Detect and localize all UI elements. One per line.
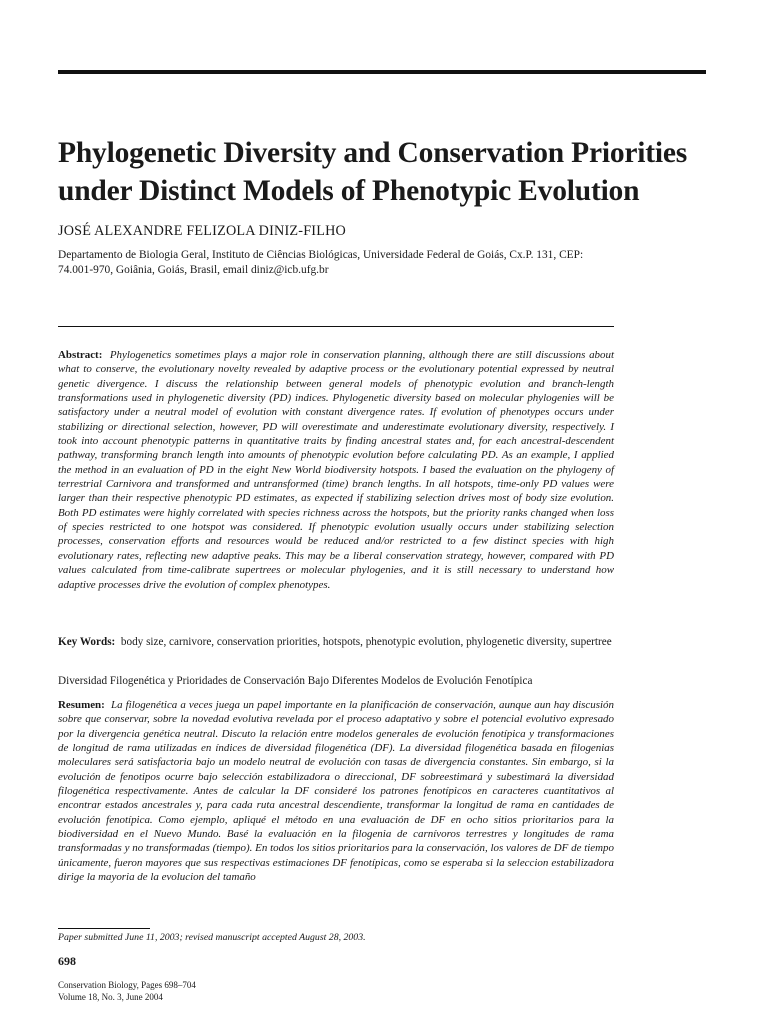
abstract-label: Abstract: xyxy=(58,349,103,361)
journal-pages: Conservation Biology, Pages 698–704 xyxy=(58,980,196,990)
page-number: 698 xyxy=(58,954,76,968)
resumen xyxy=(58,698,614,884)
resumen-label: Resumen: xyxy=(58,699,105,711)
abstract xyxy=(58,348,614,592)
keywords xyxy=(58,635,614,650)
author-affiliation: Departamento de Biologia Geral, Instituto de Ciências Biológicas, Universidade Federal de Goiás, Cx.P. 131, CEP: 74.001-970, Goiânia, Goiás, Brasil, email diniz@icb.ufg.br xyxy=(58,249,584,277)
keywords-label: Key Words: xyxy=(58,636,116,648)
top-rule xyxy=(58,70,706,74)
submission-note: Paper submitted June 11, 2003; revised manuscript accepted August 28, 2003. xyxy=(58,932,366,943)
resumen-text: La filogenética a veces juega un papel importante en la planificación de conservación, aunque aun hay discusión sobre que conservar, sobre la novedad evolutiva revelada por el proceso adaptativo y sobre el potencial evolutivo expresado por la divergencia genética neutral. Discuto la relación entre modelos generales de evolución fenotípica y transformaciones de longitud de rama utilizadas en índices de diversidad filogenética (DF). La diversidad filogenética basada en filogenias moleculares será satisfactoria bajo un modelo neutral de evolución con tasas de divergencia constantes. Sin embargo, si la evolución de fenotipos ocurre bajo selección estabilizadora o direccional, DF sobreestimará y subestimará la diversidad filogenética respectivamente. Antes de calcular la DF consideré los patrones fenotípicos en caracteres cuantitativos al encontrar estados ancestrales y, para cada ruta ancestral descendiente, transformar la longitud de rama en cantidades de evolución fenotípica. Como ejemplo, apliqué el método en una evaluación de DF en ocho sitios prioritarios para la biodiversidad en el Nuevo Mundo. Basé la evaluación en la filogenia de carnívoros terrestres y longitudes de rama transformadas y no transformadas (tiempo). En todos los sitios prioritarios para la conservación, los valores de DF de tiempo únicamente, fueron mayores que sus respectivas estimaciones DF fenotípicas, como se esperaba si la seleccion estabilizadora dirige la mayoria de la evolucion del tamaño xyxy=(58,699,614,884)
section-divider xyxy=(58,326,614,327)
journal-info xyxy=(58,980,196,1003)
keywords-text: body size, carnivore, conservation priorities, hotspots, phenotypic evolution, phylogenetic diversity, supertree xyxy=(120,636,612,648)
spanish-title: Diversidad Filogenética y Prioridades de Conservación Bajo Diferentes Modelos de Evolución Fenotípica xyxy=(58,675,533,687)
footnote-rule xyxy=(58,928,150,929)
abstract-text: Phylogenetics sometimes plays a major role in conservation planning, although there are still discussions about what to conserve, the evolutionary novelty revealed by adaptive process or the evolutionary potential expressed by neutral genetic divergence. I discuss the relationship between general models of phenotypic evolution and branch-length transformations used in phylogenetic diversity (PD) indices. Phylogenetic diversity based on molecular phylogenies will be satisfactory under a neutral model of evolution with constant divergence rates. If evolution of phenotypes occurs under stabilizing or directional selection, however, PD will overestimate and underestimate evolutionary diversity, respectively. I took into account phenotypic patterns in quantitative traits by finding ancestral states and, for each ancestral-descendent pathway, transforming branch length into amounts of phenotypic evolution before calculating PD. As an example, I applied the method in an evaluation of PD in the eight New World biodiversity hotspots. I based the evaluation on the phylogeny of terrestrial Carnivora and transformed and untransformed (time) branch lengths. In all hotspots, time-only PD values were larger than their respective phenotypic PD estimates, as expected if stabilizing selection drives most of body size evolution. Both PD estimates were highly correlated with species richness across the hotspots, but the priority ranks changed when loss of species restricted to one hotspot was considered. If phenotypic evolution usually occurs under stabilizing selection processes, conservation efforts and resources would be reduced and/or restricted to a few distinct species with high evolutionary rates, reflecting new adaptive peaks. This may be a liberal conservation strategy, however, compared with PD values calculated from time-calibrate supertrees or molecular phylogenies, and it is still necessary to understand how adaptive processes drive the evolution of complex phenotypes. xyxy=(58,349,615,591)
paper-title: Phylogenetic Diversity and Conservation Priorities under Distinct Models of Phenotypic Evolution xyxy=(58,137,688,207)
journal-volume: Volume 18, No. 3, June 2004 xyxy=(58,991,163,1002)
author-name: JOSÉ ALEXANDRE FELIZOLA DINIZ-FILHO xyxy=(58,223,346,239)
